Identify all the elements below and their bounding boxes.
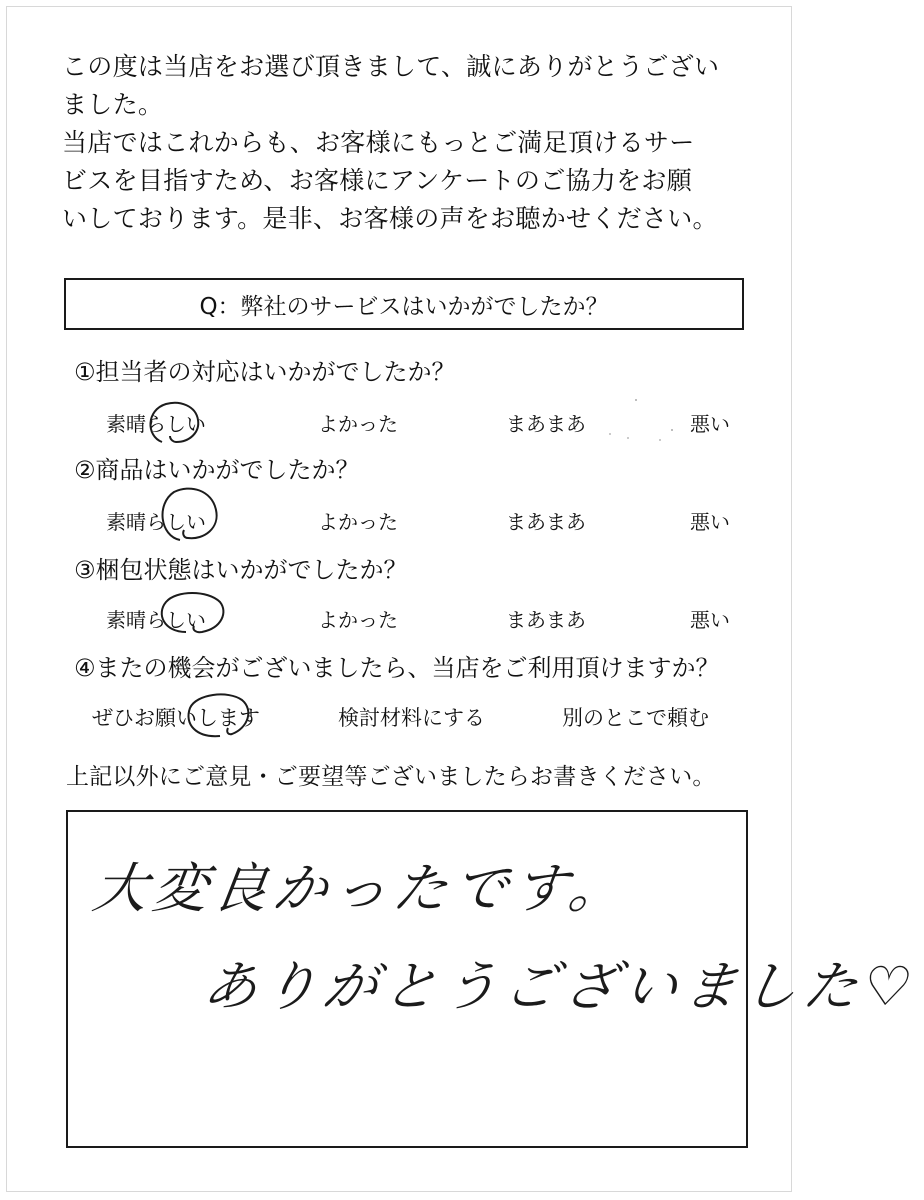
q4-option-yes[interactable]: ぜひお願いします — [92, 706, 260, 730]
handwritten-line-2: ありがとうございました♡ — [199, 955, 923, 1018]
q2-option-good[interactable]: よかった — [318, 510, 398, 534]
comment-label: 上記以外にご意見・ご要望等ございましたらお書きください。 — [66, 764, 716, 790]
q1-option-good[interactable]: よかった — [318, 412, 398, 436]
q2-option-excellent[interactable]: 素晴らしい — [106, 510, 206, 534]
q1-option-bad[interactable]: 悪い — [690, 412, 730, 436]
q2-option-fair[interactable]: まあまあ — [506, 510, 586, 534]
question-3: ③梱包状態はいかがでしたか？ — [74, 556, 408, 584]
handwritten-line-1: 大変良かったです。 — [89, 857, 634, 920]
intro-line: ました。 — [62, 90, 164, 119]
q3-option-excellent[interactable]: 素晴らしい — [106, 608, 206, 632]
survey-title-box — [64, 278, 744, 330]
question-1: ①担当者の対応はいかがでしたか？ — [74, 358, 456, 386]
intro-line: いしております。是非、お客様の声をお聴かせください。 — [62, 204, 718, 233]
q3-option-fair[interactable]: まあまあ — [506, 608, 586, 632]
question-2: ②商品はいかがでしたか？ — [74, 456, 360, 484]
comment-box[interactable] — [66, 810, 923, 1148]
q3-option-good[interactable]: よかった — [318, 608, 398, 632]
q4-option-consider[interactable]: 検討材料にする — [338, 706, 485, 730]
q1-option-excellent[interactable]: 素晴らしい — [106, 412, 206, 436]
q3-option-bad[interactable]: 悪い — [690, 608, 730, 632]
question-4: ④またの機会がございましたら、当店をご利用頂けますか？ — [74, 654, 720, 682]
q2-option-bad[interactable]: 悪い — [690, 510, 730, 534]
intro-line: 当店ではこれからも、お客様にもっとご満足頂けるサー — [62, 128, 695, 157]
intro-text — [62, 48, 762, 238]
q4-option-other[interactable]: 別のとこで頼む — [562, 706, 709, 730]
intro-line: ビスを目指すため、お客様にアンケートのご協力をお願 — [62, 166, 693, 195]
q1-option-fair[interactable]: まあまあ — [506, 412, 586, 436]
intro-line: この度は当店をお選び頂きまして、誠にありがとうござい — [62, 52, 720, 81]
survey-title: Q：弊社のサービスはいかがでしたか？ — [199, 293, 609, 320]
